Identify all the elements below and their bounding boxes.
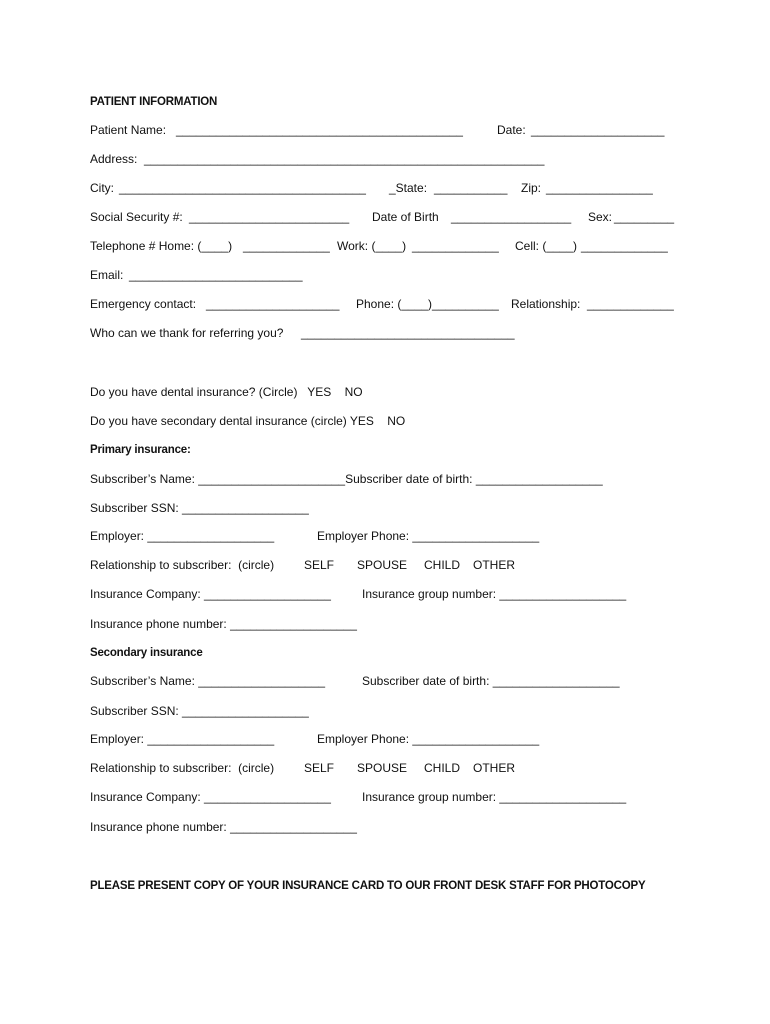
primary-subscriber-name-field[interactable]: Subscriber’s Name: ______________________Subscriber date of birth: ___________________ xyxy=(90,472,603,486)
relationship-label: Relationship: xyxy=(511,297,581,311)
primary-insurance-heading: Primary insurance: xyxy=(90,444,191,456)
footer-notice: PLEASE PRESENT COPY OF YOUR INSURANCE CARD TO OUR FRONT DESK STAFF FOR PHOTOCOPY xyxy=(90,880,646,892)
city-label: City: xyxy=(90,181,114,195)
home-phone-label: Telephone # Home: (____) xyxy=(90,239,233,253)
sex-field[interactable]: _________ xyxy=(614,210,675,224)
page-title: PATIENT INFORMATION xyxy=(90,96,218,108)
state-label: _State: xyxy=(389,181,428,195)
secondary-subscriber-name-field[interactable]: Subscriber’s Name: ___________________ xyxy=(90,674,326,688)
patient-name-label: Patient Name: xyxy=(90,123,167,137)
email-label: Email: xyxy=(90,268,124,282)
work-phone-field[interactable]: _____________ xyxy=(412,239,499,253)
ssn-label: Social Security #: xyxy=(90,210,183,224)
primary-group-field[interactable]: Insurance group number: ___________________ xyxy=(362,587,627,601)
secondary-company-field[interactable]: Insurance Company: ___________________ xyxy=(90,790,331,804)
email-field[interactable]: __________________________ xyxy=(129,268,303,282)
cell-phone-label: Cell: (____) xyxy=(515,239,578,253)
primary-option-spouse[interactable]: SPOUSE xyxy=(357,558,408,572)
secondary-insurance-question[interactable]: Do you have secondary dental insurance (circle) YES NO xyxy=(90,414,406,428)
date-label: Date: xyxy=(497,123,526,137)
relationship-field[interactable]: _____________ xyxy=(587,297,674,311)
dob-field[interactable]: __________________ xyxy=(451,210,572,224)
sex-label: Sex: xyxy=(588,210,613,224)
primary-subscriber-ssn-field[interactable]: Subscriber SSN: ___________________ xyxy=(90,501,309,515)
secondary-group-field[interactable]: Insurance group number: ___________________ xyxy=(362,790,627,804)
primary-phone-field[interactable]: Insurance phone number: ___________________ xyxy=(90,617,357,631)
secondary-option-spouse[interactable]: SPOUSE xyxy=(357,761,408,775)
zip-label: Zip: xyxy=(521,181,542,195)
date-field[interactable]: ____________________ xyxy=(531,123,665,137)
state-field[interactable]: ___________ xyxy=(434,181,508,195)
home-phone-field[interactable]: _____________ xyxy=(243,239,330,253)
dental-insurance-question[interactable]: Do you have dental insurance? (Circle) YES NO xyxy=(90,385,363,399)
primary-employer-field[interactable]: Employer: ___________________ xyxy=(90,529,275,543)
zip-field[interactable]: ________________ xyxy=(546,181,653,195)
secondary-subscriber-ssn-field[interactable]: Subscriber SSN: ___________________ xyxy=(90,704,309,718)
emergency-field[interactable]: ____________________ xyxy=(206,297,340,311)
secondary-option-other[interactable]: OTHER xyxy=(473,761,515,775)
city-field[interactable]: _____________________________________ xyxy=(119,181,366,195)
secondary-insurance-heading: Secondary insurance xyxy=(90,647,203,659)
secondary-subscriber-dob-field[interactable]: Subscriber date of birth: ___________________ xyxy=(362,674,620,688)
dob-label: Date of Birth xyxy=(372,210,439,224)
secondary-employer-field[interactable]: Employer: ___________________ xyxy=(90,732,275,746)
referral-field[interactable]: ________________________________ xyxy=(301,326,515,340)
work-phone-label: Work: (____) xyxy=(337,239,407,253)
primary-employer-phone-field[interactable]: Employer Phone: ___________________ xyxy=(317,529,540,543)
address-label: Address: xyxy=(90,152,138,166)
primary-option-child[interactable]: CHILD xyxy=(424,558,461,572)
patient-name-field[interactable]: ___________________________________________ xyxy=(176,123,463,137)
primary-relationship-label: Relationship to subscriber: (circle) xyxy=(90,558,275,572)
referral-label: Who can we thank for referring you? xyxy=(90,326,284,340)
address-field[interactable]: ____________________________________________________________ xyxy=(144,152,545,166)
cell-phone-field[interactable]: _____________ xyxy=(581,239,668,253)
primary-company-field[interactable]: Insurance Company: ___________________ xyxy=(90,587,331,601)
secondary-relationship-label: Relationship to subscriber: (circle) xyxy=(90,761,275,775)
secondary-phone-field[interactable]: Insurance phone number: ___________________ xyxy=(90,820,357,834)
secondary-option-self[interactable]: SELF xyxy=(304,761,335,775)
emergency-phone-field[interactable]: Phone: (____)__________ xyxy=(356,297,499,311)
secondary-option-child[interactable]: CHILD xyxy=(424,761,461,775)
ssn-field[interactable]: ________________________ xyxy=(189,210,350,224)
primary-option-other[interactable]: OTHER xyxy=(473,558,515,572)
primary-option-self[interactable]: SELF xyxy=(304,558,335,572)
secondary-employer-phone-field[interactable]: Employer Phone: ___________________ xyxy=(317,732,540,746)
emergency-label: Emergency contact: xyxy=(90,297,197,311)
